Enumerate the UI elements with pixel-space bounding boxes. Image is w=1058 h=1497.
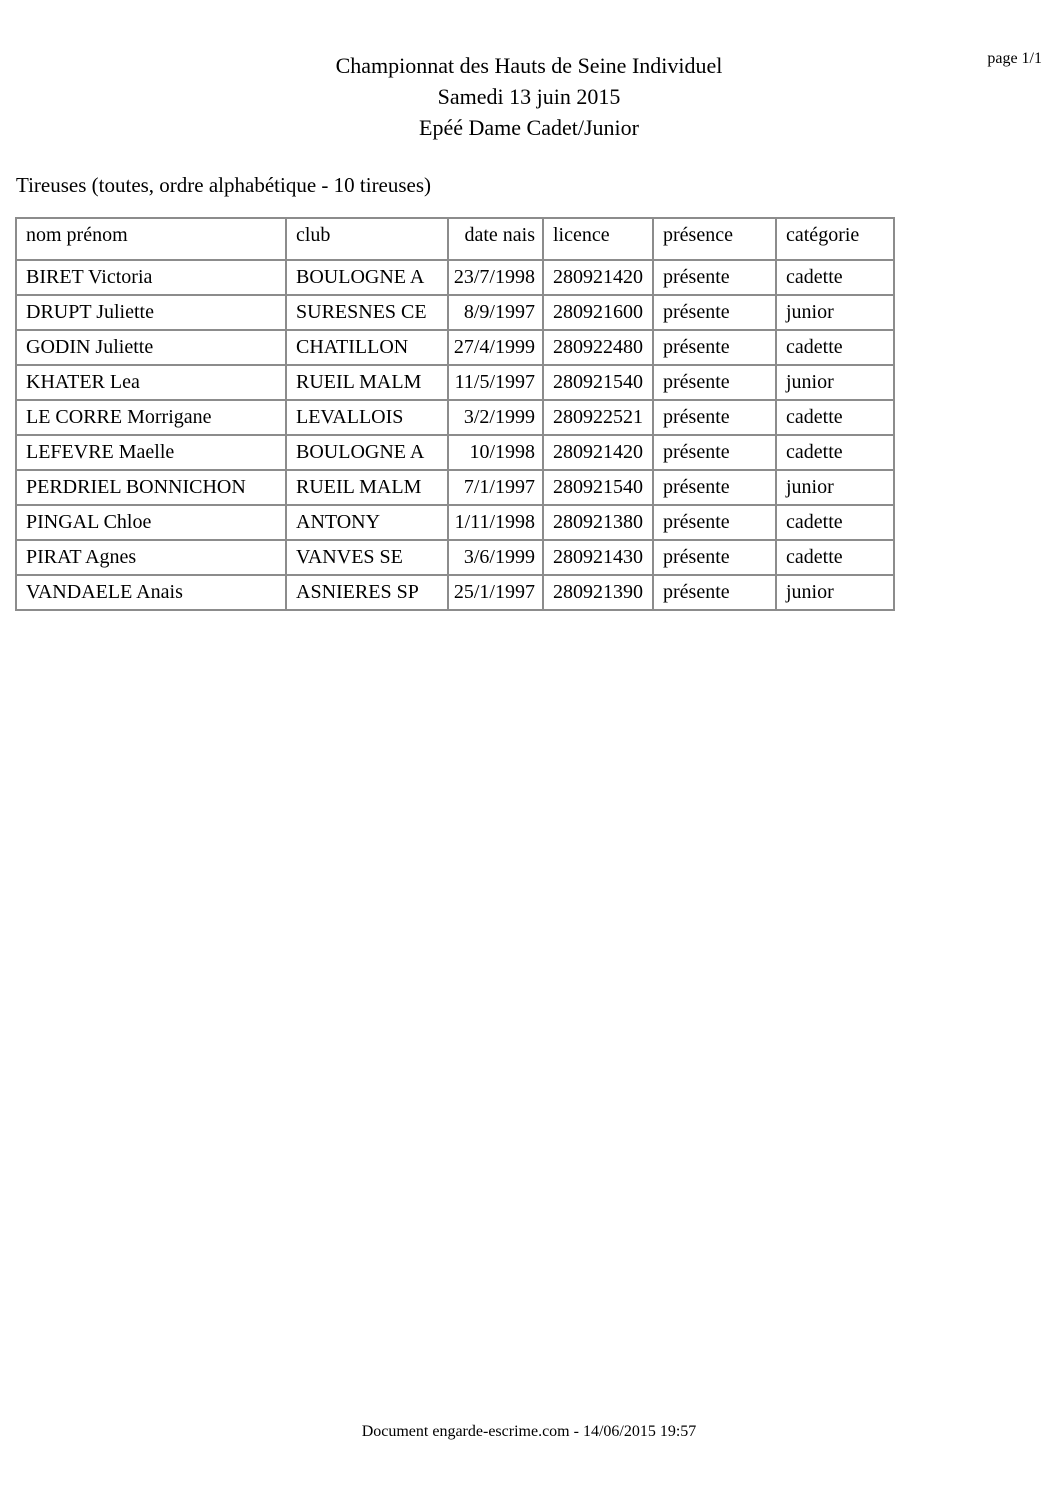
licence-cell: 280921380 [543,505,653,540]
table-row [16,470,894,505]
category-cell: junior [776,575,894,610]
presence-cell: présente [653,470,776,505]
birthdate-cell: 10/1998 [448,435,543,470]
category-cell: cadette [776,435,894,470]
category-cell: junior [776,365,894,400]
name-cell: BIRET Victoria [16,260,286,295]
name-cell: GODIN Juliette [16,330,286,365]
name-cell: VANDAELE Anais [16,575,286,610]
name-cell: PINGAL Chloe [16,505,286,540]
presence-cell: présente [653,400,776,435]
table-row [16,295,894,330]
presence-cell: présente [653,540,776,575]
table-row [16,435,894,470]
category-cell: cadette [776,260,894,295]
licence-cell: 280921390 [543,575,653,610]
table-row [16,260,894,295]
page-number: page 1/1 [987,50,1042,67]
club-cell: ASNIERES SP [286,575,448,610]
category-cell: cadette [776,505,894,540]
event-name: Epéé Dame Cadet/Junior [419,115,639,140]
club-cell: BOULOGNE A [286,435,448,470]
name-cell: PERDRIEL BONNICHON [16,470,286,505]
table-body [16,260,894,610]
club-cell: SURESNES CE [286,295,448,330]
column-header-name: nom prénom [16,218,286,260]
presence-cell: présente [653,365,776,400]
column-header-club: club [286,218,448,260]
category-cell: cadette [776,400,894,435]
category-cell: junior [776,470,894,505]
licence-cell: 280921430 [543,540,653,575]
category-cell: cadette [776,540,894,575]
table-row [16,365,894,400]
name-cell: LE CORRE Morrigane [16,400,286,435]
category-cell: junior [776,295,894,330]
category-cell: cadette [776,330,894,365]
licence-cell: 280922480 [543,330,653,365]
club-cell: BOULOGNE A [286,260,448,295]
column-header-licence: licence [543,218,653,260]
footer: Document engarde-escrime.com - 14/06/2015 19:57 [361,1423,697,1440]
name-cell: KHATER Lea [16,365,286,400]
presence-cell: présente [653,295,776,330]
licence-cell: 280921540 [543,365,653,400]
club-cell: RUEIL MALM [286,470,448,505]
birthdate-cell: 25/1/1997 [448,575,543,610]
presence-cell: présente [653,260,776,295]
birthdate-cell: 11/5/1997 [448,365,543,400]
competition-date: Samedi 13 juin 2015 [437,84,621,109]
table-row [16,400,894,435]
club-cell: LEVALLOIS [286,400,448,435]
licence-cell: 280921600 [543,295,653,330]
licence-cell: 280921420 [543,260,653,295]
document-header [0,50,1058,143]
birthdate-cell: 3/6/1999 [448,540,543,575]
name-cell: LEFEVRE Maelle [16,435,286,470]
birthdate-cell: 1/11/1998 [448,505,543,540]
club-cell: VANVES SE [286,540,448,575]
table-row [16,540,894,575]
table-row [16,505,894,540]
club-cell: CHATILLON [286,330,448,365]
birthdate-cell: 8/9/1997 [448,295,543,330]
presence-cell: présente [653,435,776,470]
competition-title: Championnat des Hauts de Seine Individuel [335,53,723,78]
name-cell: PIRAT Agnes [16,540,286,575]
birthdate-cell: 3/2/1999 [448,400,543,435]
licence-cell: 280921420 [543,435,653,470]
presence-cell: présente [653,505,776,540]
presence-cell: présente [653,330,776,365]
table-header-row [16,218,894,260]
birthdate-cell: 27/4/1999 [448,330,543,365]
club-cell: RUEIL MALM [286,365,448,400]
table-row [16,575,894,610]
fencers-table [15,217,895,611]
name-cell: DRUPT Juliette [16,295,286,330]
column-header-category: catégorie [776,218,894,260]
column-header-birthdate: date nais [448,218,543,260]
presence-cell: présente [653,575,776,610]
column-header-presence: présence [653,218,776,260]
table-row [16,330,894,365]
birthdate-cell: 7/1/1997 [448,470,543,505]
section-title: Tireuses (toutes, ordre alphabétique - 10 tireuses) [16,173,432,197]
club-cell: ANTONY [286,505,448,540]
licence-cell: 280922521 [543,400,653,435]
birthdate-cell: 23/7/1998 [448,260,543,295]
licence-cell: 280921540 [543,470,653,505]
